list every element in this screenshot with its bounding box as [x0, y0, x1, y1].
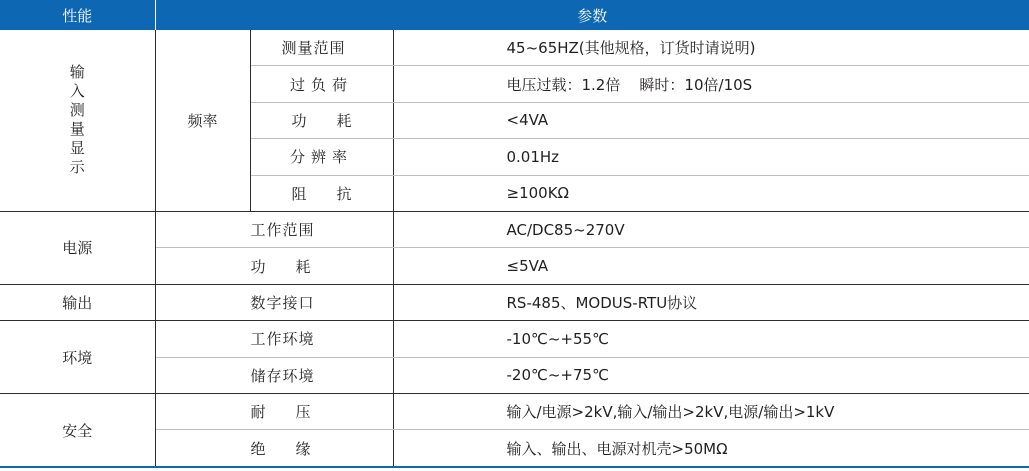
group-label-safety: 安全 — [0, 394, 155, 467]
param-working-range: 工作范围 — [155, 211, 393, 247]
param-overload: 过负荷 — [250, 66, 393, 102]
header-parameters: 参数 — [155, 0, 1029, 30]
value-measure-range: 45~65HZ(其他规格，订货时请说明) — [393, 30, 1029, 66]
param-measure-range: 测量范围 — [250, 30, 393, 66]
value-resolution: 0.01Hz — [393, 139, 1029, 175]
table-row — [0, 394, 1029, 430]
param-withstand-voltage: 耐压 — [155, 394, 393, 430]
group-label-input: 输入测量显示 — [0, 30, 155, 211]
table-row — [0, 211, 1029, 247]
group-label-output: 输出 — [0, 284, 155, 320]
param-insulation: 绝缘 — [155, 430, 393, 467]
value-digital-interface: RS-485、MODUS-RTU协议 — [393, 284, 1029, 320]
value-power-usage: ≤5VA — [393, 248, 1029, 284]
group-label-environment: 环境 — [0, 321, 155, 394]
table-row — [0, 248, 1029, 284]
table-row — [0, 357, 1029, 393]
value-withstand-voltage: 输入/电源>2kV,输入/输出>2kV,电源/输出>1kV — [393, 394, 1029, 430]
param-power-usage: 功耗 — [155, 248, 393, 284]
table-row — [0, 430, 1029, 467]
param-impedance: 阻抗 — [250, 175, 393, 211]
param-storage-env: 储存环境 — [155, 357, 393, 393]
value-insulation: 输入、输出、电源对机壳>50MΩ — [393, 430, 1029, 467]
param-digital-interface: 数字接口 — [155, 284, 393, 320]
value-storage-env: -20℃~+75℃ — [393, 357, 1029, 393]
sub-label-frequency: 频率 — [155, 30, 250, 211]
table-header-row — [0, 0, 1029, 30]
group-label-power: 电源 — [0, 211, 155, 284]
table-row — [0, 321, 1029, 357]
value-impedance: ≥100KΩ — [393, 175, 1029, 211]
param-resolution: 分辨率 — [250, 139, 393, 175]
value-working-range: AC/DC85~270V — [393, 211, 1029, 247]
header-performance: 性能 — [0, 0, 155, 30]
param-operating-env: 工作环境 — [155, 321, 393, 357]
value-operating-env: -10℃~+55℃ — [393, 321, 1029, 357]
value-overload: 电压过载：1.2倍 瞬时：10倍/10S — [393, 66, 1029, 102]
table-row — [0, 284, 1029, 320]
value-power-consumption: <4VA — [393, 102, 1029, 138]
table-row — [0, 30, 1029, 66]
param-power-consumption: 功耗 — [250, 102, 393, 138]
